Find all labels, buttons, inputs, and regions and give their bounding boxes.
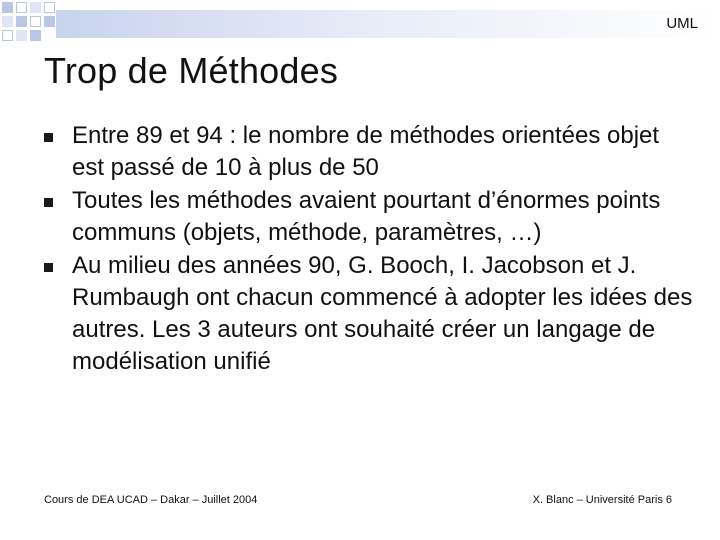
bullet-text: Entre 89 et 94 : le nombre de méthodes orientées objet est passé de 10 à plus de 50 (72, 122, 660, 181)
decorative-checker-squares (0, 0, 60, 50)
bullet-item (44, 185, 694, 249)
bullet-item (44, 120, 694, 184)
square-bullet-icon (44, 133, 53, 142)
slide-title: Trop de Méthodes (44, 50, 339, 91)
square-bullet-icon (44, 263, 53, 272)
bullet-item (44, 250, 694, 378)
bullet-text: Au milieu des années 90, G. Booch, I. Jacobson et J. Rumbaugh ont chacun commencé à adopter les idées des autres. Les 3 auteurs ont souhaité créer un langage de modélisation unifié (72, 252, 693, 375)
bullet-list (44, 120, 694, 379)
bullet-text: Toutes les méthodes avaient pourtant d’énormes points communs (objets, méthode, paramètres, …) (72, 187, 661, 246)
header-band (56, 10, 720, 38)
footer-course: Cours de DEA UCAD – Dakar – Juillet 2004 (44, 494, 258, 506)
header-label: UML (666, 15, 698, 32)
footer-author: X. Blanc – Université Paris 6 (532, 494, 672, 506)
square-bullet-icon (44, 198, 53, 207)
